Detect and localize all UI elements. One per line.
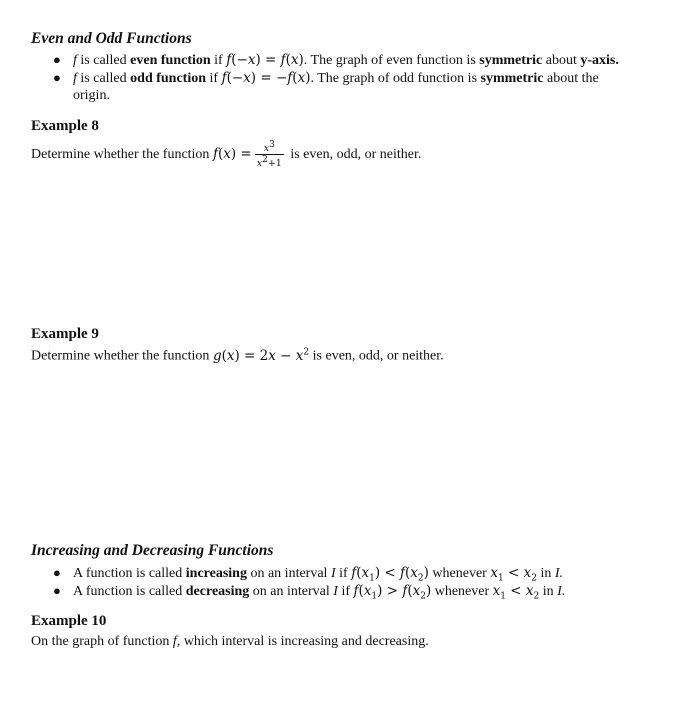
bullet-dot-icon: ● xyxy=(53,52,61,67)
term-increasing: increasing xyxy=(185,566,247,581)
bullet-dot-icon: ● xyxy=(53,583,61,598)
function-name: f xyxy=(73,71,77,86)
bullet-increasing xyxy=(53,565,61,582)
example-8-question: Determine whether the function f(x) = $\frac{x^3}{x^2+1}$ is even, odd, or neither. xyxy=(31,140,422,170)
formula-x1-less-x2: $x_1 < x_2$ xyxy=(490,565,537,584)
section-heading-even-odd: Even and Odd Functions xyxy=(31,30,192,47)
bullet-odd-text: f is called odd function if f(−x) = −f(x). The graph of odd function is symmetric about the xyxy=(73,70,599,86)
bullet-odd-continuation: origin. xyxy=(73,88,110,103)
term-even-function: even function xyxy=(130,53,211,68)
bullet-even-function xyxy=(53,52,61,69)
formula-increasing: $f(x_1) < f(x_2)$ xyxy=(351,565,429,584)
formula-x1-less-x2: $x_1 < x_2$ xyxy=(492,583,540,602)
formula-even-condition: f(−x) = f(x) xyxy=(226,52,304,68)
formula-decreasing: $f(x_1) > f(x_2)$ xyxy=(353,583,432,602)
example-9-label: Example 9 xyxy=(31,326,99,342)
section-heading-increasing-decreasing: Increasing and Decreasing Functions xyxy=(31,542,274,559)
formula-f-rational: f(x) = $\frac{x^3}{x^2+1}$ xyxy=(212,140,282,170)
bullet-increasing-text: A function is called increasing on an interval I if $f(x_1) < f(x_2)$ whenever $x_1 < x_2$ in I. xyxy=(73,565,564,584)
bullet-decreasing xyxy=(53,583,61,600)
function-name: f xyxy=(73,53,77,68)
term-decreasing: decreasing xyxy=(185,584,250,599)
example-10-label: Example 10 xyxy=(31,613,107,629)
bullet-dot-icon: ● xyxy=(53,565,61,580)
bullet-decreasing-text: A function is called decreasing on an interval I if $f(x_1) > f(x_2)$ whenever $x_1 < x_2$ in I. xyxy=(73,583,566,602)
formula-odd-condition: f(−x) = −f(x) xyxy=(221,70,311,86)
bullet-even-text: f is called even function if f(−x) = f(x). The graph of even function is symmetric about y-axis. xyxy=(73,52,619,68)
bullet-odd-function xyxy=(53,70,61,87)
term-odd-function: odd function xyxy=(130,71,207,86)
example-10-question: On the graph of function f, which interval is increasing and decreasing. xyxy=(31,634,429,649)
example-8-label: Example 8 xyxy=(31,118,99,134)
bullet-dot-icon: ● xyxy=(53,70,61,85)
example-9-question: Determine whether the function $g(x) = 2x - x^2$ is even, odd, or neither. xyxy=(31,347,444,364)
formula-g-polynomial: $g(x) = 2x - x^2$ xyxy=(212,347,310,364)
